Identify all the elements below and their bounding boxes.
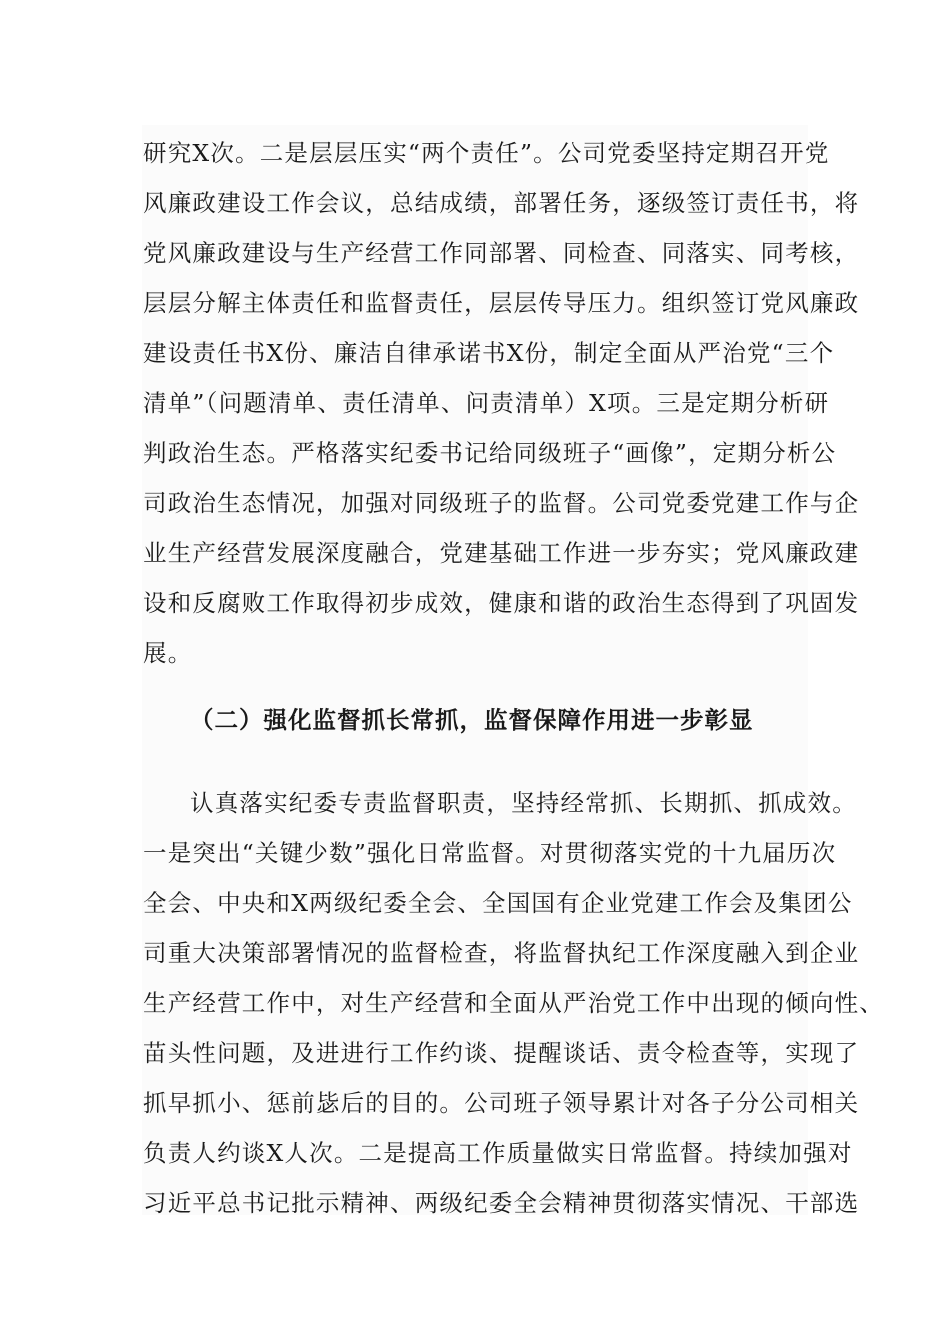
- text-line: 全会、中央和X两级纪委全会、全国国有企业党建工作会及集团公: [143, 889, 853, 917]
- text-line: 清单”（问题清单、责任清单、问责清单）X项。三是定期分析研: [143, 389, 830, 417]
- text-line: 业生产经营发展深度融合，党建基础工作进一步夯实；党风廉政建: [143, 539, 860, 567]
- text-line: 生产经营工作中，对生产经营和全面从严治党工作中出现的倾向性、: [143, 989, 884, 1017]
- text-line: 设和反腐败工作取得初步成效，健康和谐的政治生态得到了巩固发: [143, 589, 860, 617]
- section-heading: （二）强化监督抓长常抓，监督保障作用进一步彰显: [190, 706, 754, 734]
- text-line: 负责人约谈X人次。二是提高工作质量做实日常监督。持续加强对: [143, 1139, 853, 1167]
- text-line: 风廉政建设工作会议，总结成绩，部署任务，逐级签订责任书，将: [143, 189, 860, 217]
- text-line: 苗头性问题，及进进行工作约谈、提醒谈话、责令检查等，实现了: [143, 1039, 860, 1067]
- text-line: 展。: [143, 639, 193, 667]
- text-line: 研究X次。二是层层压实“两个责任”。公司党委坚持定期召开党: [143, 139, 830, 167]
- text-line: 习近平总书记批示精神、两级纪委全会精神贯彻落实情况、干部选: [143, 1189, 860, 1217]
- text-line: 抓早抓小、惩前毖后的目的。公司班子领导累计对各子分公司相关: [143, 1089, 860, 1117]
- text-line: 司政治生态情况，加强对同级班子的监督。公司党委党建工作与企: [143, 489, 860, 517]
- text-line: 一是突出“关键少数”强化日常监督。对贯彻落实党的十九届历次: [143, 839, 837, 867]
- text-line: 认真落实纪委专责监督职责，坚持经常抓、长期抓、抓成效。: [190, 789, 857, 817]
- text-line: 司重大决策部署情况的监督检查，将监督执纪工作深度融入到企业: [143, 939, 860, 967]
- text-line: 层层分解主体责任和监督责任，层层传导压力。组织签订党风廉政: [143, 289, 860, 317]
- text-line: 判政治生态。严格落实纪委书记给同级班子“画像”，定期分析公: [143, 439, 837, 467]
- text-line: 建设责任书X份、廉洁自律承诺书X份，制定全面从严治党“三个: [143, 339, 835, 367]
- text-line: 党风廉政建设与生产经营工作同部署、同检查、同落实、同考核，: [143, 239, 860, 267]
